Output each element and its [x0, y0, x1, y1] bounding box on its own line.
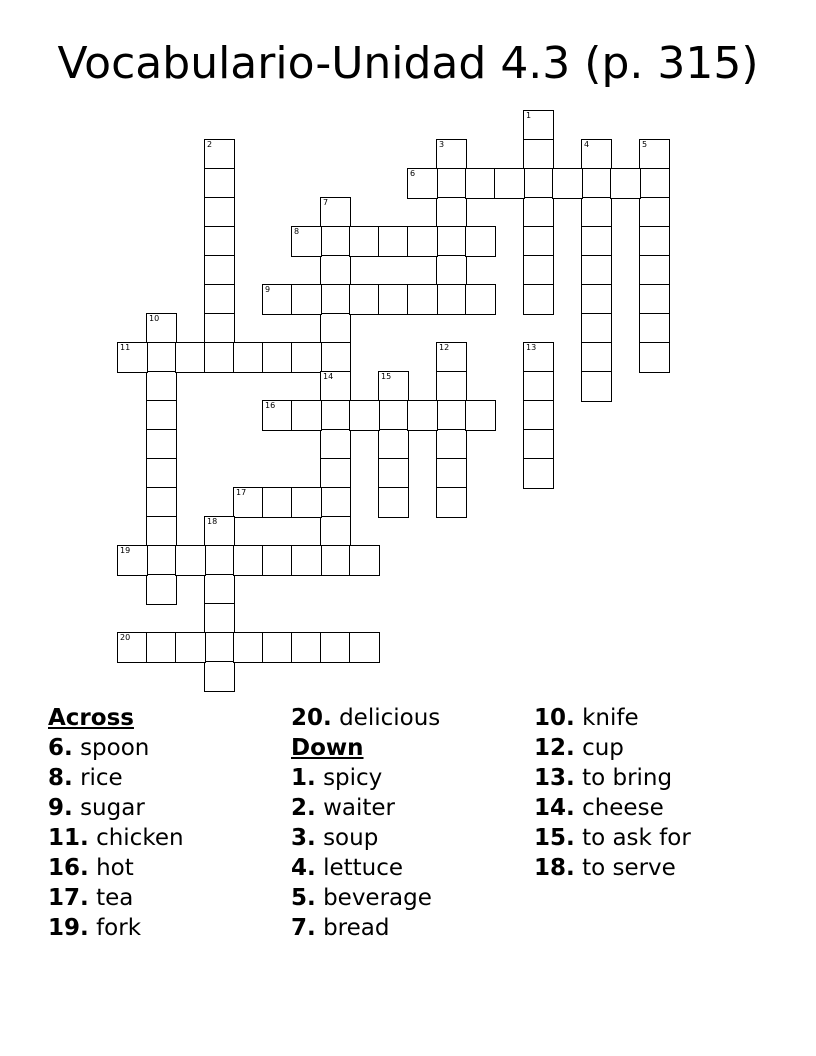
- grid-cell: [146, 313, 177, 344]
- grid-cell: [523, 284, 554, 315]
- cell-number: 3: [439, 140, 445, 149]
- grid-cell: [146, 400, 177, 431]
- grid-cell: [581, 255, 612, 286]
- grid-cell: [581, 168, 612, 199]
- cell-number: 19: [120, 546, 131, 555]
- grid-cell: [146, 429, 177, 460]
- grid-cell: [262, 342, 293, 373]
- clue-column-1: [48, 703, 184, 943]
- grid-cell: [291, 632, 322, 663]
- grid-cell: [204, 139, 235, 170]
- cell-number: 9: [265, 285, 271, 294]
- clue-across-17: 17. tea: [48, 885, 134, 911]
- clue-down-5: 5. beverage: [291, 885, 432, 911]
- grid-cell: [523, 429, 554, 460]
- grid-cell: [320, 487, 351, 518]
- grid-cell: [204, 226, 235, 257]
- grid-cell: [233, 632, 264, 663]
- grid-cell: [320, 255, 351, 286]
- grid-cell: [175, 632, 206, 663]
- grid-cell: [146, 458, 177, 489]
- grid-cell: [494, 168, 525, 199]
- grid-cell: [204, 284, 235, 315]
- grid-cell: [523, 139, 554, 170]
- cell-number: 20: [120, 633, 131, 642]
- grid-cell: [581, 371, 612, 402]
- grid-cell: [639, 168, 670, 199]
- cell-number: 17: [236, 488, 247, 497]
- grid-cell: [233, 342, 264, 373]
- grid-cell: [320, 516, 351, 547]
- grid-cell: [291, 342, 322, 373]
- grid-cell: [610, 168, 641, 199]
- cell-number: 11: [120, 343, 131, 352]
- cell-number: 8: [294, 227, 300, 236]
- grid-cell: [436, 139, 467, 170]
- clue-across-20: 20. delicious: [291, 705, 441, 731]
- clue-down-12: 12. cup: [534, 735, 624, 761]
- grid-cell: [581, 284, 612, 315]
- grid-cell: [465, 284, 496, 315]
- cell-number: 10: [149, 314, 160, 323]
- grid-cell: [146, 516, 177, 547]
- clue-down-1: 1. spicy: [291, 765, 383, 791]
- grid-cell: [436, 458, 467, 489]
- grid-cell: [204, 574, 235, 605]
- grid-cell: [378, 371, 409, 402]
- grid-cell: [320, 632, 351, 663]
- grid-cell: [204, 168, 235, 199]
- grid-cell: [349, 226, 380, 257]
- grid-cell: [523, 255, 554, 286]
- grid-cell: [349, 400, 380, 431]
- grid-cell: [262, 632, 293, 663]
- grid-cell: [320, 545, 351, 576]
- grid-cell: [204, 313, 235, 344]
- grid-cell: [146, 632, 177, 663]
- clue-across-9: 9. sugar: [48, 795, 145, 821]
- grid-cell: [523, 168, 554, 199]
- cell-number: 13: [526, 343, 537, 352]
- cell-number: 6: [410, 169, 416, 178]
- grid-cell: [146, 574, 177, 605]
- cell-number: 14: [323, 372, 334, 381]
- cell-number: 4: [584, 140, 590, 149]
- grid-cell: [349, 545, 380, 576]
- grid-cell: [523, 458, 554, 489]
- grid-cell: [262, 545, 293, 576]
- clue-across-16: 16. hot: [48, 855, 134, 881]
- grid-cell: [523, 226, 554, 257]
- cell-number: 7: [323, 198, 329, 207]
- grid-cell: [581, 139, 612, 170]
- grid-cell: [291, 226, 322, 257]
- grid-cell: [581, 197, 612, 228]
- grid-cell: [465, 226, 496, 257]
- clue-down-3: 3. soup: [291, 825, 379, 851]
- grid-cell: [581, 226, 612, 257]
- grid-cell: [436, 487, 467, 518]
- cell-number: 16: [265, 401, 276, 410]
- grid-cell: [523, 110, 554, 141]
- clue-down-10: 10. knife: [534, 705, 639, 731]
- grid-cell: [320, 313, 351, 344]
- grid-cell: [320, 458, 351, 489]
- grid-cell: [204, 516, 235, 547]
- grid-cell: [523, 400, 554, 431]
- grid-cell: [262, 400, 293, 431]
- cell-number: 12: [439, 343, 450, 352]
- grid-cell: [378, 429, 409, 460]
- cell-number: 2: [207, 140, 213, 149]
- grid-cell: [436, 226, 467, 257]
- grid-cell: [291, 284, 322, 315]
- grid-cell: [146, 545, 177, 576]
- clue-across-8: 8. rice: [48, 765, 123, 791]
- grid-cell: [639, 226, 670, 257]
- down-header: Down: [291, 735, 364, 761]
- grid-cell: [204, 545, 235, 576]
- grid-cell: [146, 487, 177, 518]
- grid-cell: [581, 342, 612, 373]
- clue-column-2: [291, 703, 440, 943]
- clue-column-3: [534, 703, 691, 883]
- grid-cell: [639, 284, 670, 315]
- grid-cell: [291, 545, 322, 576]
- grid-cell: [436, 255, 467, 286]
- clue-down-14: 14. cheese: [534, 795, 664, 821]
- grid-cell: [117, 342, 148, 373]
- grid-cell: [291, 487, 322, 518]
- grid-cell: [146, 342, 177, 373]
- grid-cell: [523, 342, 554, 373]
- grid-cell: [407, 226, 438, 257]
- grid-cell: [146, 371, 177, 402]
- grid-cell: [407, 284, 438, 315]
- grid-cell: [581, 313, 612, 344]
- grid-cell: [233, 545, 264, 576]
- grid-cell: [436, 197, 467, 228]
- grid-cell: [204, 197, 235, 228]
- clue-down-4: 4. lettuce: [291, 855, 404, 881]
- grid-cell: [639, 139, 670, 170]
- grid-cell: [291, 400, 322, 431]
- grid-cell: [204, 632, 235, 663]
- clue-across-6: 6. spoon: [48, 735, 150, 761]
- clue-across-11: 11. chicken: [48, 825, 184, 851]
- grid-cell: [639, 313, 670, 344]
- cell-number: 5: [642, 140, 648, 149]
- grid-cell: [320, 371, 351, 402]
- grid-cell: [465, 400, 496, 431]
- grid-cell: [320, 226, 351, 257]
- grid-cell: [204, 255, 235, 286]
- clue-down-7: 7. bread: [291, 915, 390, 941]
- grid-cell: [436, 429, 467, 460]
- cell-number: 1: [526, 111, 532, 120]
- clue-down-18: 18. to serve: [534, 855, 676, 881]
- grid-cell: [552, 168, 583, 199]
- clue-down-13: 13. to bring: [534, 765, 673, 791]
- grid-cell: [465, 168, 496, 199]
- grid-cell: [204, 661, 235, 692]
- grid-cell: [639, 197, 670, 228]
- clue-down-15: 15. to ask for: [534, 825, 691, 851]
- grid-cell: [117, 632, 148, 663]
- grid-cell: [407, 168, 438, 199]
- grid-cell: [204, 603, 235, 634]
- clue-across-19: 19. fork: [48, 915, 142, 941]
- grid-cell: [262, 487, 293, 518]
- grid-cell: [320, 429, 351, 460]
- grid-cell: [378, 458, 409, 489]
- grid-cell: [175, 545, 206, 576]
- grid-cell: [204, 342, 235, 373]
- grid-cell: [320, 197, 351, 228]
- grid-cell: [320, 342, 351, 373]
- grid-cell: [320, 400, 351, 431]
- grid-cell: [378, 487, 409, 518]
- grid-cell: [349, 284, 380, 315]
- clue-down-2: 2. waiter: [291, 795, 395, 821]
- grid-cell: [639, 255, 670, 286]
- grid-cell: [233, 487, 264, 518]
- grid-cell: [436, 342, 467, 373]
- grid-cell: [436, 371, 467, 402]
- grid-cell: [407, 400, 438, 431]
- grid-cell: [378, 400, 409, 431]
- grid-cell: [349, 632, 380, 663]
- grid-cell: [436, 284, 467, 315]
- grid-cell: [523, 371, 554, 402]
- across-header: Across: [48, 705, 134, 731]
- grid-cell: [175, 342, 206, 373]
- page-title: Vocabulario-Unidad 4.3 (p. 315): [57, 38, 759, 89]
- grid-cell: [262, 284, 293, 315]
- cell-number: 15: [381, 372, 392, 381]
- cell-number: 18: [207, 517, 218, 526]
- grid-cell: [320, 284, 351, 315]
- grid-cell: [117, 545, 148, 576]
- grid-cell: [523, 197, 554, 228]
- grid-cell: [378, 284, 409, 315]
- grid-cell: [436, 168, 467, 199]
- grid-cell: [436, 400, 467, 431]
- grid-cell: [639, 342, 670, 373]
- grid-cell: [378, 226, 409, 257]
